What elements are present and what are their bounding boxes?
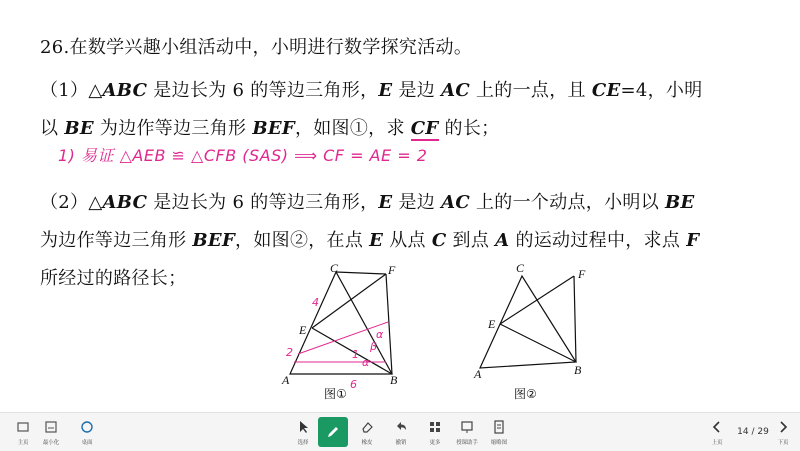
thumbnail-button[interactable]: 缩略图 (484, 419, 514, 447)
desktop-button[interactable]: 桌面 (72, 419, 102, 447)
fig2-label-a: A (474, 367, 482, 381)
home-icon (15, 419, 31, 435)
part2-line2: 为边作等边三角形 BEF，如图②，在点 E 从点 C 到点 A 的运动过程中，求点 F (40, 230, 700, 251)
fig1-mark-alpha2: α (362, 356, 370, 369)
more-button[interactable]: 更多 (420, 419, 450, 447)
screen-cast-button[interactable]: 授课助手 (452, 419, 482, 447)
fig1-mark-four: 4 (312, 296, 319, 309)
problem-title: 26.在数学兴趣小组活动中，小明进行数学探究活动。 (40, 37, 473, 58)
fig1-caption: 图① (324, 387, 347, 401)
part2-line3: 所经过的路径长； (40, 268, 187, 289)
figure-1 (281, 262, 398, 401)
pen-tool[interactable] (318, 417, 348, 447)
undo-icon (393, 419, 409, 435)
part1-line1: （1）△ABC 是边长为 6 的等边三角形，E 是边 AC 上的一点，且 CE=4，小明 (40, 80, 703, 101)
fig1-mark-beta: β (370, 340, 378, 353)
fig1-mark-one: 1 (352, 348, 359, 361)
pen-icon (325, 424, 341, 440)
minimize-icon (43, 419, 59, 435)
chevron-left-icon (709, 419, 725, 435)
fig1-label-b: B (390, 373, 398, 387)
minimize-button[interactable]: 最小化 (36, 419, 66, 447)
figure-2 (473, 262, 586, 401)
fig2-label-c: C (516, 262, 525, 275)
eraser-icon (359, 419, 375, 435)
select-tool[interactable]: 选择 (288, 419, 318, 447)
cast-icon (459, 419, 475, 435)
bottom-toolbar (0, 412, 800, 451)
page-indicator: 14 / 29 (737, 427, 769, 437)
fig2-label-b: B (574, 363, 582, 377)
desktop-icon (79, 419, 95, 435)
fig1-label-a: A (282, 373, 290, 387)
figures-diagram (270, 262, 610, 412)
handwritten-solution: 1) 易证 △AEB ≌ △CFB (SAS) ⟹ CF = AE = 2 (58, 146, 428, 165)
fig2-caption: 图② (514, 387, 537, 401)
chevron-right-icon (775, 419, 791, 435)
fig1-label-e: E (299, 323, 307, 337)
fig1-mark-six: 6 (350, 378, 357, 391)
fig1-mark-alpha1: α (376, 328, 384, 341)
fig1-label-f: F (388, 263, 396, 277)
fig2-label-e: E (488, 317, 496, 331)
prev-page-button[interactable]: 上页 (702, 419, 732, 447)
fig1-label-c: C (330, 262, 339, 275)
thumbnail-icon (491, 419, 507, 435)
fig1-mark-two: 2 (286, 346, 293, 359)
next-page-button[interactable]: 下页 (768, 419, 798, 447)
part1-line2: 以 BE 为边作等边三角形 BEF，如图①，求 CF 的长； (40, 118, 500, 139)
fig2-label-f: F (578, 267, 586, 281)
cursor-icon (295, 419, 311, 435)
eraser-tool[interactable]: 橡皮 (352, 419, 382, 447)
more-icon (427, 419, 443, 435)
undo-button[interactable]: 撤销 (386, 419, 416, 447)
part2-line1: （2）△ABC 是边长为 6 的等边三角形，E 是边 AC 上的一个动点，小明以 BE (40, 192, 695, 213)
home-button[interactable]: 主页 (8, 419, 38, 447)
